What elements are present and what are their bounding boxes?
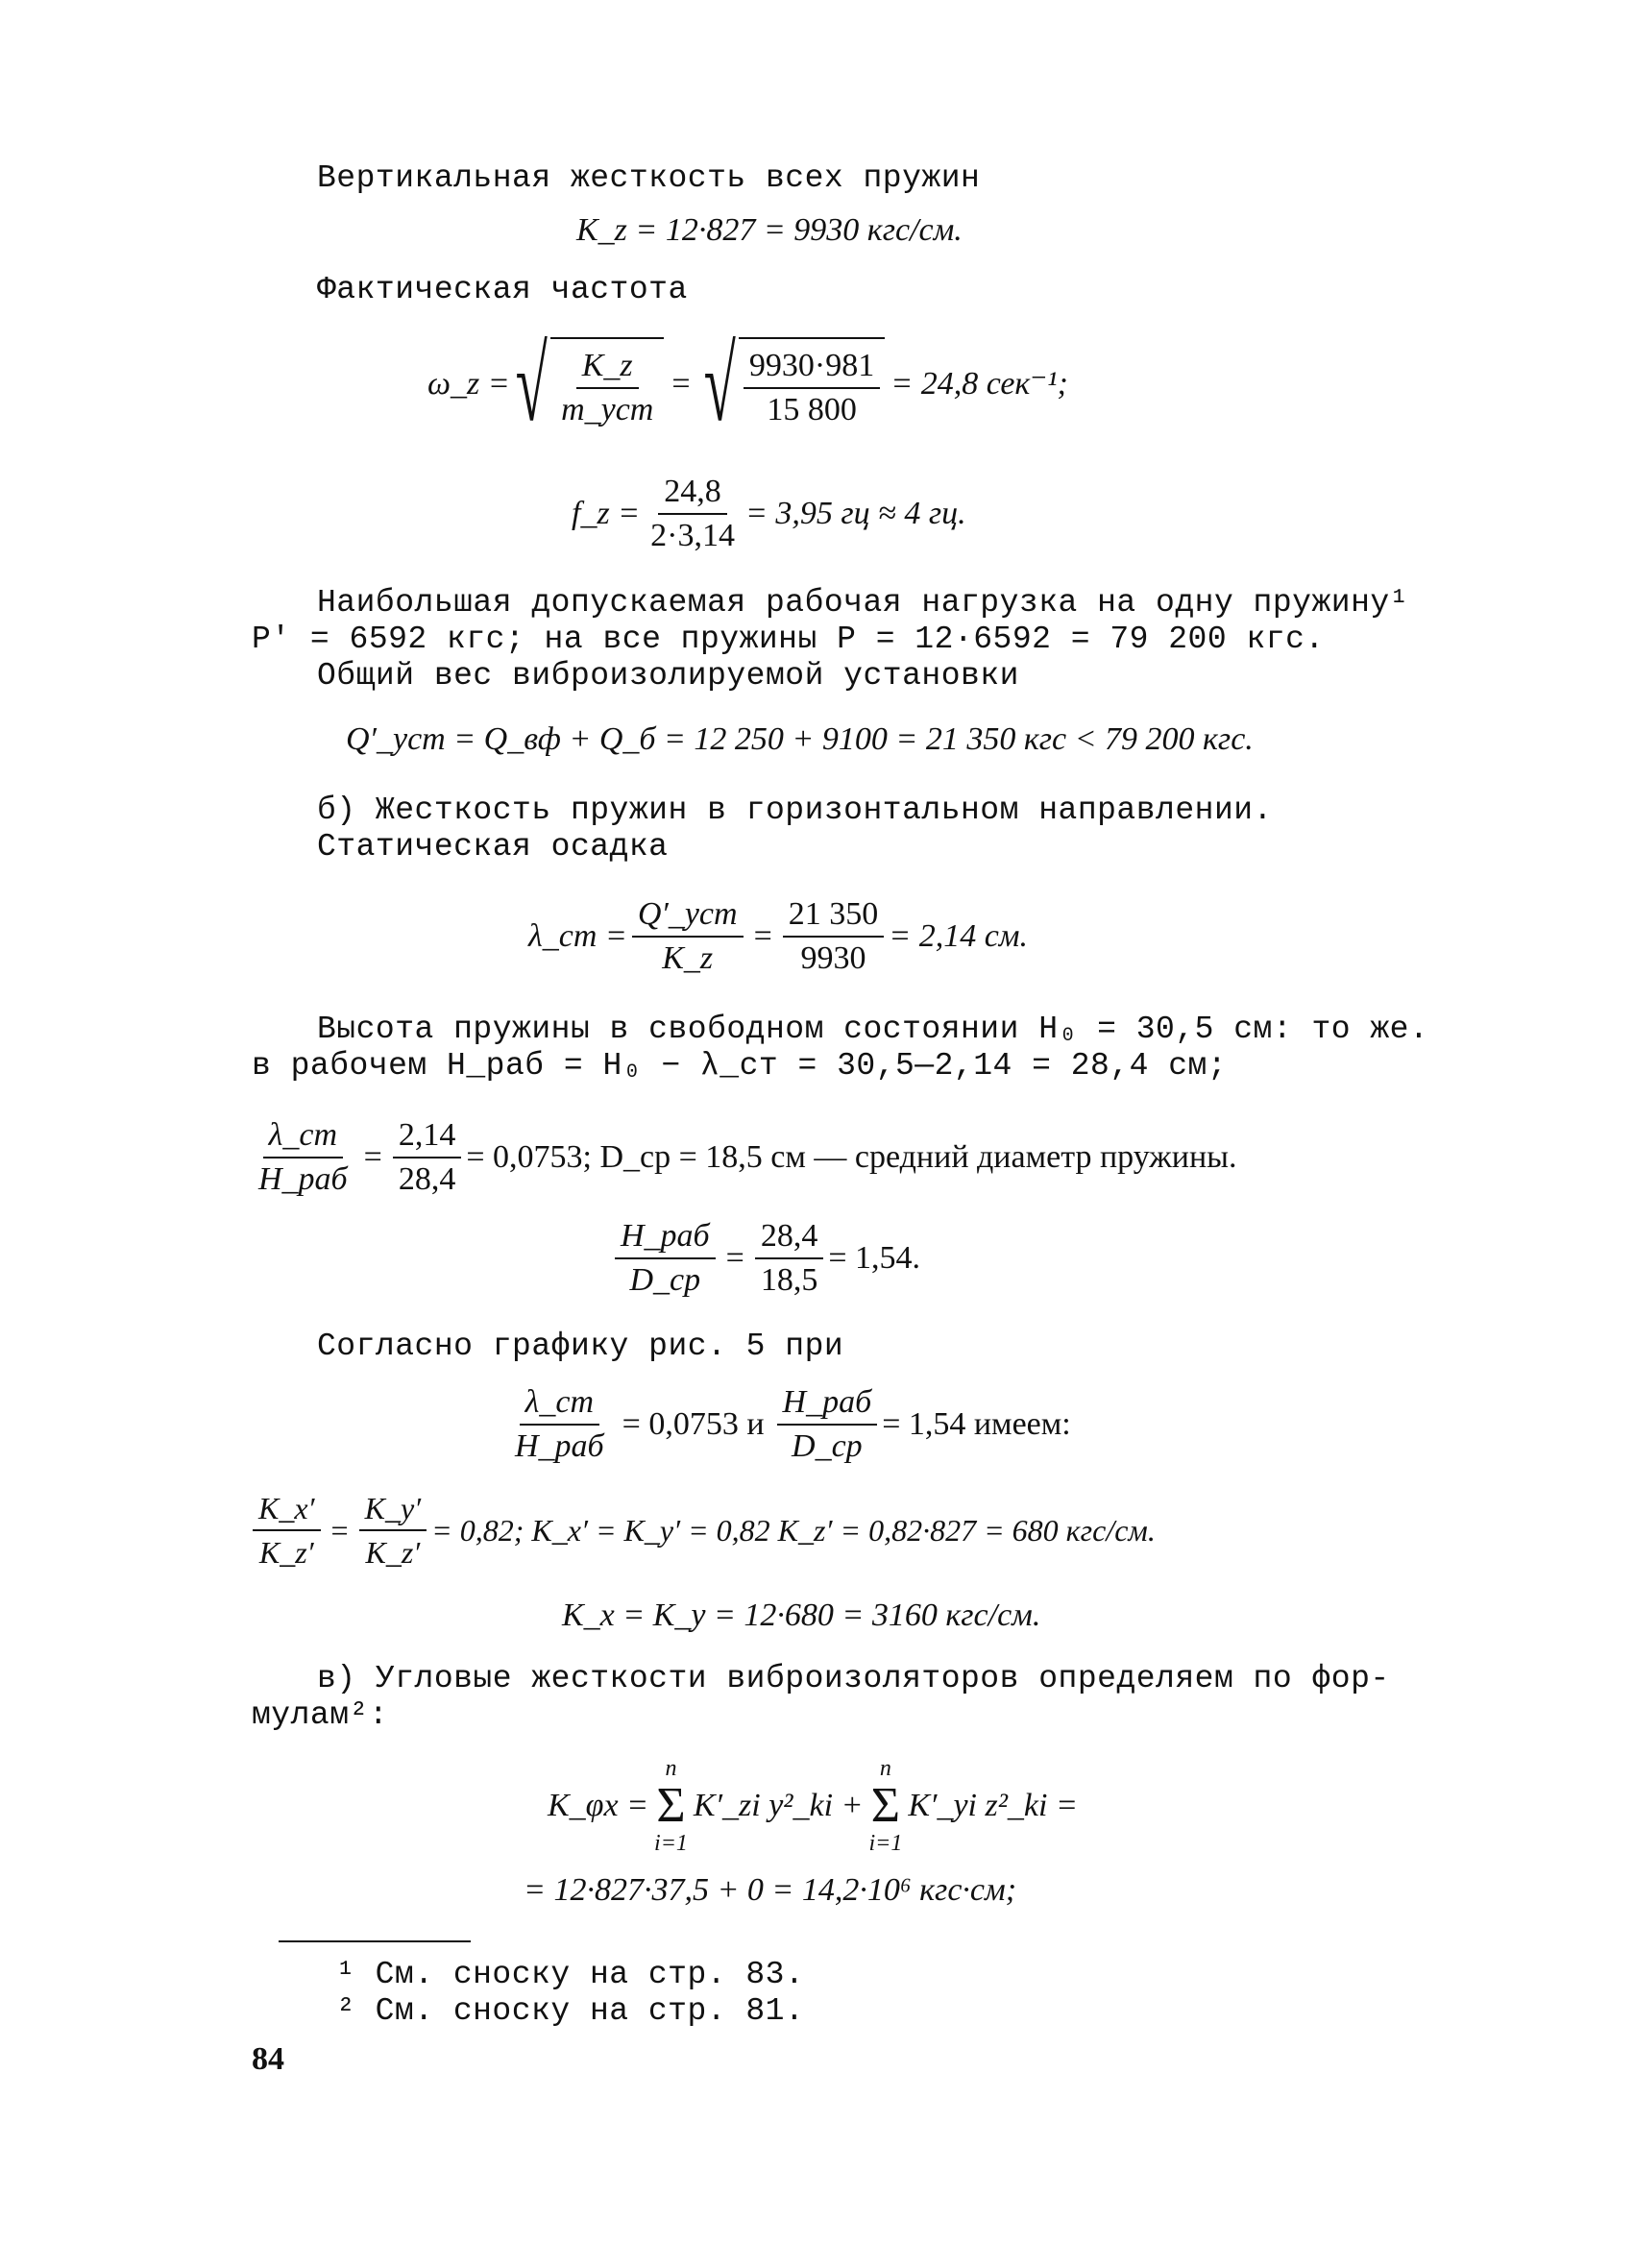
omega-lhs: ω_z = [427,366,510,402]
fraction-numerator: 9930·981 [744,345,880,389]
ratio1-result: = 0,0753; D_ср = 18,5 см — средний диаметр пружины. [466,1139,1237,1175]
fraction-numerator: K_x′ [253,1487,321,1531]
equation-ratio4 [248,1477,1156,1583]
fraction-numbers [755,1215,824,1302]
fraction-h-d [615,1215,716,1302]
equation-ratio1 [248,1105,1237,1210]
fraction-numerator: H_раб [777,1381,878,1426]
equation-lambda [528,884,1028,989]
fraction-denominator: K_z [662,940,714,976]
fraction-denominator: H_раб [515,1428,604,1464]
sigma-icon: Σ [870,1778,901,1833]
footnote-divider [279,1940,471,1942]
fraction-fz [645,471,741,557]
fraction-numerator: λ_ст [520,1381,599,1426]
ratio2-result: = 1,54. [828,1240,921,1276]
fraction-denominator: 9930 [800,940,866,976]
fraction-ky-kz [359,1487,427,1573]
sum-upper-limit: n [879,1756,891,1781]
ratio3-middle: = 0,0753 и [622,1406,765,1442]
fraction-h-d [777,1381,878,1468]
heading-frequency: Фактическая частота [317,272,688,307]
kphi-term1: K′_zi y²_ki + [693,1788,864,1823]
sum-lower-limit: i=1 [654,1831,688,1856]
fraction-denominator: K_z′ [365,1535,421,1570]
fraction-denominator: 15 800 [767,392,857,427]
equals-sign: = [363,1139,382,1175]
fraction-denominator: m_уст [561,392,654,427]
sum-lower-limit: i=1 [868,1831,903,1856]
ratio4-result: = 0,82; K_x′ = K_y′ = 0,82 K_z′ = 0,82·827 = 680 кгс/см. [431,1513,1156,1548]
sum-upper-limit: n [665,1756,677,1781]
fraction-lambda-h [253,1114,354,1201]
radical-sign-icon: √ [703,326,736,443]
heading-stiffness: Вертикальная жесткость всех пружин [317,160,981,196]
equation-omega [427,322,1068,447]
paragraph-load-line2: P′ = 6592 кгс; на все пружины P = 12·6592 = 79 200 кгс. [252,622,1325,657]
fz-lhs: f_z = [572,496,641,531]
fraction-numerator: 24,8 [658,471,727,515]
fraction-denominator: D_ср [792,1428,863,1464]
sum-sign-1 [654,1756,688,1856]
fraction-lambda-h [509,1381,610,1468]
paragraph-graph: Согласно графику рис. 5 при [317,1329,844,1364]
fraction-numerator: K_z [576,345,639,389]
equals-sign: = [753,918,772,954]
fraction-numerator: 2,14 [393,1114,462,1158]
fraction-numbers [393,1114,462,1201]
equation-q: Q′_уст = Q_вф + Q_б = 12 250 + 9100 = 21 350 кгс < 79 200 кгс. [346,721,1254,757]
fraction-kz-m [555,345,659,431]
fraction-denominator: D_ср [629,1262,701,1298]
section-v-line2: мулам²: [252,1697,389,1733]
section-v-line1: в) Угловые жесткости виброизоляторов определяем по фор- [317,1661,1390,1696]
sum-sign-2 [868,1756,902,1856]
lambda-result: = 2,14 см. [889,918,1028,954]
equation-kphi [548,1748,1078,1864]
equation-kz: K_z = 12·827 = 9930 кгс/см. [576,212,963,248]
fraction-numerator: 21 350 [783,893,885,938]
fraction-numbers [783,893,885,980]
fraction-numerator: H_раб [615,1215,716,1259]
equals-sign: = [330,1513,349,1548]
equals-sign: = [671,366,691,402]
fraction-numerator: Q′_уст [632,893,744,938]
lambda-lhs: λ_ст = [528,918,627,954]
paragraph-height-line2: в рабочем H_раб = H₀ − λ_ст = 30,5—2,14 = 28,4 см; [252,1048,1228,1084]
equation-fz [572,466,966,562]
fraction-denominator: 28,4 [398,1161,456,1197]
paragraph-load-line1: Наибольшая допускаемая рабочая нагрузка на одну пружину¹ [317,585,1409,621]
ratio3-result: = 1,54 имеем: [882,1406,1071,1442]
sqrt-2 [698,326,886,443]
footnote-2: ² См. сноску на стр. 81. [336,1993,805,2029]
fraction-numerator: K_y′ [359,1487,427,1531]
fraction-denominator: 2·3,14 [650,518,735,553]
radical-sign-icon: √ [515,326,548,443]
section-b-line2: Статическая осадка [317,829,669,865]
equation-ratio2 [610,1206,920,1311]
omega-result: = 24,8 сек⁻¹; [890,366,1068,402]
kphi-lhs: K_φx = [548,1788,649,1823]
fz-result: = 3,95 гц ≈ 4 гц. [744,496,966,531]
fraction-numerator: λ_ст [263,1114,343,1158]
section-b-line1: б) Жесткость пружин в горизонтальном направлении. [317,793,1273,828]
fraction-denominator: 18,5 [760,1262,818,1298]
equals-sign: = [725,1240,744,1276]
fraction-numerator: 28,4 [755,1215,824,1259]
fraction-denominator: H_раб [258,1161,348,1197]
kphi-term2: K′_yi z²_ki = [908,1788,1078,1823]
heading-weight: Общий вес виброизолируемой установки [317,658,1019,694]
fraction-numbers [744,345,880,431]
fraction-q-kz [632,893,744,980]
page-number: 84 [252,2041,284,2077]
equation-ratio3 [504,1372,1071,1477]
footnote-1: ¹ См. сноску на стр. 83. [336,1957,805,1992]
fraction-denominator: K_z′ [258,1535,314,1570]
sqrt-1 [510,326,665,443]
equation-kphi-result: = 12·827·37,5 + 0 = 14,2·10⁶ кгс·см; [524,1872,1017,1908]
sigma-icon: Σ [656,1778,686,1833]
equation-kxy: K_x = K_y = 12·680 = 3160 кгс/см. [562,1597,1041,1633]
fraction-kx-kz [253,1487,321,1573]
paragraph-height-line1: Высота пружины в свободном состоянии H₀ = 30,5 см: то же. [317,1012,1429,1047]
